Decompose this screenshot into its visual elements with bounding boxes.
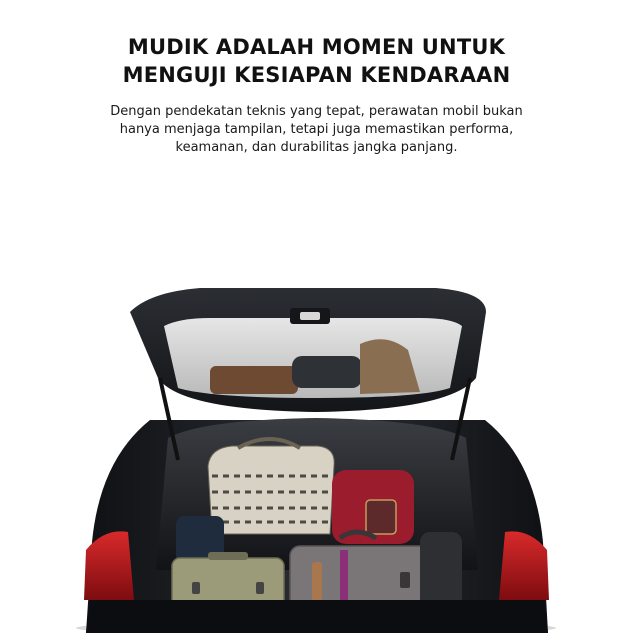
subtext: [60, 103, 573, 157]
car-trunk-illustration: [0, 270, 633, 633]
headline-line-1: MUDIK ADALAH MOMEN UNTUK: [127, 35, 506, 59]
subtext-line-1: Dengan pendekatan teknis yang tepat, perawatan mobil bukan: [110, 104, 523, 119]
headline-line-2: MENGUJI KESIAPAN KENDARAAN: [122, 63, 511, 87]
reflected-bag: [210, 366, 298, 394]
tail-light-left: [84, 531, 134, 600]
subtext-line-2: hanya menjaga tampilan, tetapi juga memastikan performa,: [119, 122, 514, 137]
rear-bumper: [86, 600, 548, 633]
subtext-line-3: keamanan, dan durabilitas jangka panjang.: [175, 140, 458, 155]
headline: [0, 33, 633, 89]
